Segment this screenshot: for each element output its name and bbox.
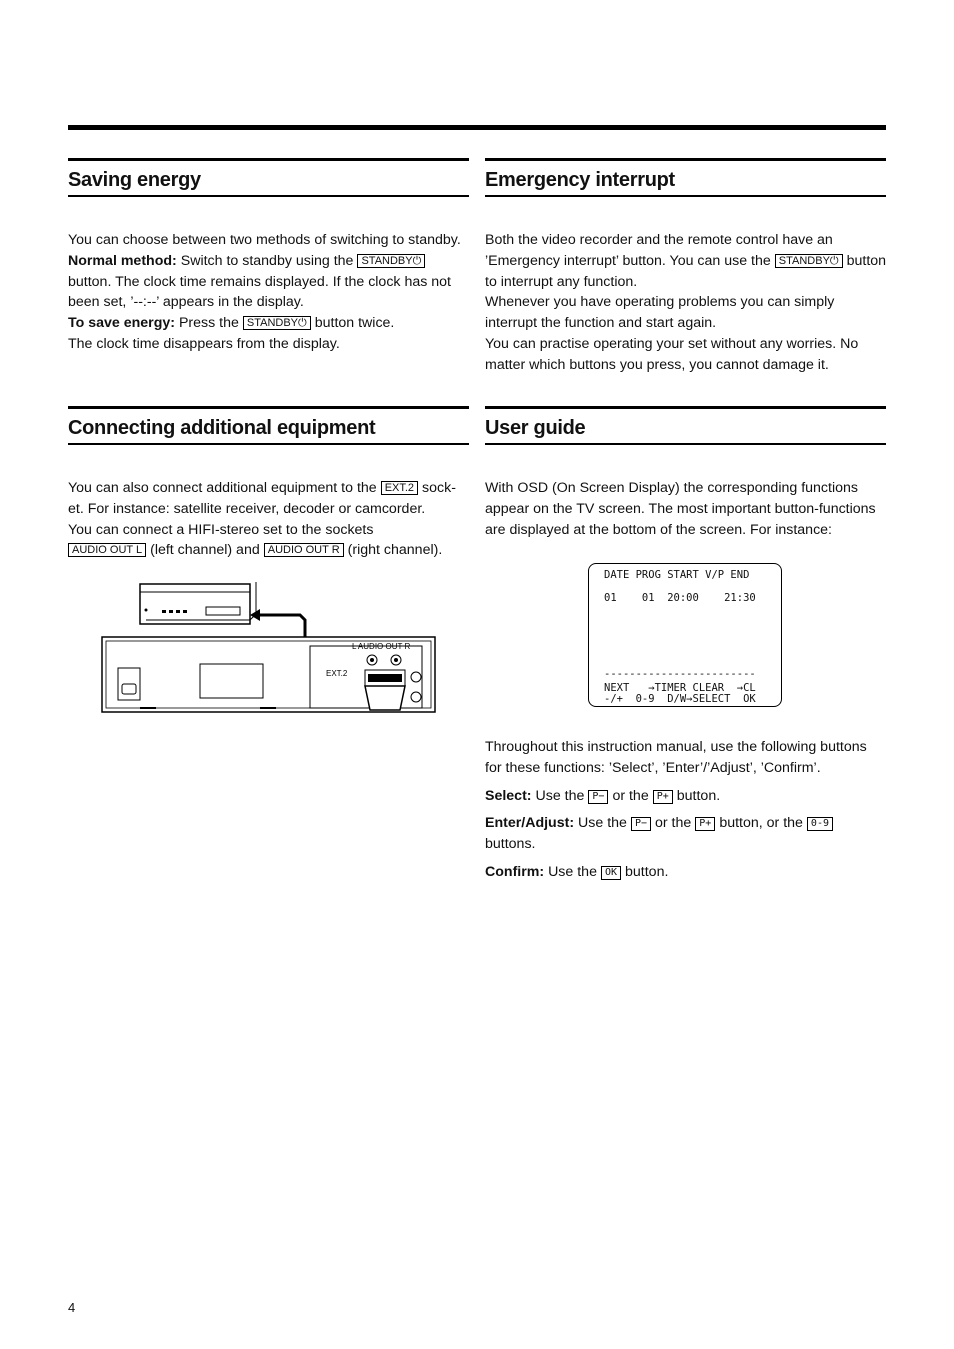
osd-header: DATE PROG START V/P END xyxy=(604,569,750,581)
connecting-title: Connecting additional equipment xyxy=(68,417,376,439)
enter-label: Enter/Adjust: xyxy=(485,815,575,832)
select-pre: Use the xyxy=(535,787,585,804)
confirm-pre: Use the xyxy=(548,863,597,880)
ok-key: OK xyxy=(601,866,621,880)
osd-screen-example xyxy=(588,563,782,707)
user-guide-title: User guide xyxy=(485,417,586,439)
saving-energy-body xyxy=(68,230,470,355)
save-pre: Press the xyxy=(178,315,239,332)
connection-diagram xyxy=(100,582,440,717)
p-minus-key: P− xyxy=(631,817,651,831)
osd-footer-2: -/+ 0-9 D/W→SELECT OK xyxy=(604,693,756,705)
standby-key: STANDBY⏻ xyxy=(775,254,843,268)
user-guide-intro xyxy=(485,478,887,540)
top-rule xyxy=(68,125,886,130)
connecting-body xyxy=(68,478,470,561)
osd-footer-1: NEXT →TIMER CLEAR →CL xyxy=(604,682,756,694)
save-energy-label: To save energy: xyxy=(68,315,175,332)
emergency-body xyxy=(485,230,887,376)
user-guide-header xyxy=(485,406,886,445)
digits-key: 0-9 xyxy=(807,817,833,831)
enter-mid: button, or the xyxy=(719,815,803,832)
user-guide-body xyxy=(485,737,887,883)
osd-divider: ------------------------ xyxy=(604,668,756,680)
emergency-header xyxy=(485,158,886,197)
normal-post: button. The clock time remains displayed. If the clock has not been set, ’--:--’ appears in the display. xyxy=(68,273,451,311)
connecting-p3 xyxy=(68,540,470,561)
saving-energy-title: Saving energy xyxy=(68,169,201,191)
ext2-key: EXT.2 xyxy=(381,481,418,495)
emergency-p1-pre: Both the video recorder and the remote control have an ’Emergency interrupt’ button. You can use the xyxy=(485,232,833,269)
right-channel-text: (right channel). xyxy=(347,542,443,559)
saving-energy-header xyxy=(68,158,469,197)
connecting-header xyxy=(68,406,469,445)
or-the: or the xyxy=(654,815,692,832)
enter-pre: Use the xyxy=(578,815,627,832)
left-channel-text: (left channel) and xyxy=(150,542,260,559)
throughout-text: Throughout this instruction manual, use the following buttons for these functions: ’Select’, ’Enter’/’Adjust’, ’Confirm’. xyxy=(485,739,867,776)
saving-intro: You can choose between two methods of switching to standby. xyxy=(68,232,461,248)
enter-post: buttons. xyxy=(485,836,536,853)
user-guide-intro-text: With OSD (On Screen Display) the corresponding functions appear on the TV screen. The most important button-functions are displayed at the bottom of the screen. For instance: xyxy=(485,480,876,538)
select-label: Select: xyxy=(485,787,532,804)
p-minus-key: P− xyxy=(588,790,608,804)
emergency-p3: You can practise operating your set without any worries. No matter which buttons you press, you cannot damage it. xyxy=(485,335,859,373)
osd-values: 01 01 20:00 21:30 xyxy=(604,592,756,604)
confirm-label: Confirm: xyxy=(485,863,545,880)
saving-save xyxy=(68,313,470,334)
connecting-p1-post: sock-et. For instance: satellite receiver, decoder or camcorder. xyxy=(68,480,456,517)
connecting-p1-pre: You can also connect additional equipment to the xyxy=(68,480,377,496)
connecting-p2: You can connect a HIFI-stereo set to the sockets xyxy=(68,521,374,538)
save-post: button twice. xyxy=(314,315,395,332)
emergency-p1 xyxy=(485,230,887,292)
select-post: button. xyxy=(676,787,721,804)
external-device-illustration xyxy=(140,582,256,624)
saving-line2: The clock time disappears from the display. xyxy=(68,335,340,352)
confirm-post: button. xyxy=(625,863,669,880)
enter-line xyxy=(485,813,887,855)
saving-normal xyxy=(68,251,470,313)
audio-out-diagram-label: L AUDIO OUT R xyxy=(352,642,411,651)
emergency-title: Emergency interrupt xyxy=(485,169,675,191)
or-the: or the xyxy=(612,787,649,804)
standby-key: STANDBY⏻ xyxy=(243,316,311,330)
page-number: 4 xyxy=(68,1300,76,1315)
ext2-diagram-label: EXT.2 xyxy=(326,669,348,678)
normal-method-label: Normal method: xyxy=(68,252,177,269)
audio-out-r-key: AUDIO OUT R xyxy=(264,543,344,557)
p-plus-key: P+ xyxy=(695,817,715,831)
standby-key: STANDBY⏻ xyxy=(357,254,425,268)
confirm-line xyxy=(485,862,887,883)
emergency-p1-post: button to interrupt any function. xyxy=(485,252,887,290)
connecting-p1 xyxy=(68,478,470,520)
p-plus-key: P+ xyxy=(653,790,673,804)
audio-out-l-key: AUDIO OUT L xyxy=(68,543,146,557)
emergency-p2: Whenever you have operating problems you can simply interrupt the function and start again. xyxy=(485,294,835,332)
select-line xyxy=(485,786,887,807)
normal-pre: Switch to standby using the xyxy=(180,252,354,269)
